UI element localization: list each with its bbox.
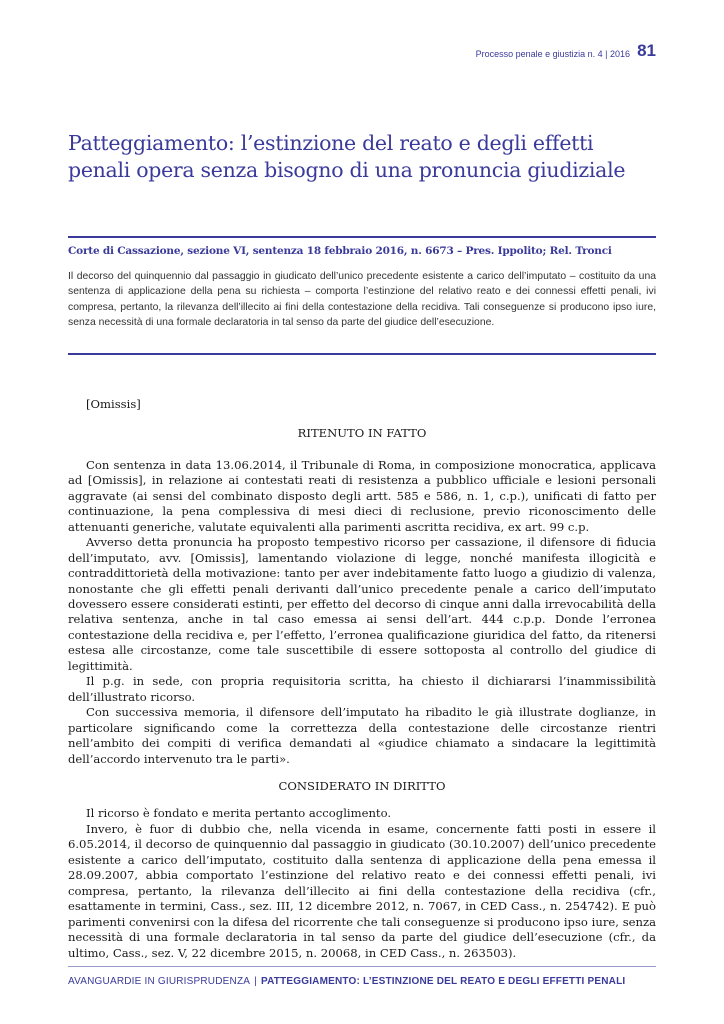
page-number: 81 — [637, 41, 656, 60]
massima-summary: Il decorso del quinquennio dal passaggio in giudicato dell’unico precedente esistente a carico dell’imputato – costituito da una sentenza di applicazione della pena su richiesta – comporta l’estinzione del relativo reato e dei connessi effetti penali, ivi compresa, pertanto, la rilevanza dell’illecito ai fini della contestazione della recidiva. Tali conseguenze si producono ipso iure, senza necessità di una formale declaratoria in tal senso da parte del giudice dell’esecuzione. — [68, 271, 656, 328]
footer-article: PATTEGGIAMENTO: L’ESTINZIONE DEL REATO E DEGLI EFFETTI PENALI — [260, 976, 626, 987]
section-heading-diritto: CONSIDERATO IN DIRITTO — [278, 778, 446, 793]
judgment-body — [68, 397, 656, 961]
article-title: Patteggiamento: l’estinzione del reato e degli effetti penali opera senza bisogno di una pronuncia giudiziale — [68, 131, 626, 182]
footer-section: AVANGUARDIE IN GIURISPRUDENZA — [68, 976, 251, 987]
footer-divider — [68, 966, 656, 967]
divider-top — [68, 236, 656, 238]
journal-issue: Processo penale e giustizia n. 4 | 2016 — [475, 49, 630, 59]
divider-mid — [68, 353, 656, 355]
running-footer — [68, 976, 668, 987]
paragraph-4: Con successiva memoria, il difensore dell’imputato ha ribadito le già illustrate doglianze, in particolare significando come la correttezza della contestazione delle circostanze rientri nell’ambito dei compiti di verifica demandati al «giudice chiamato a sindacare la legittimità dell’accordo intervenuto tra le parti». — [68, 705, 656, 766]
paragraph-1: Con sentenza in data 13.06.2014, il Tribunale di Roma, in composizione monocratica, applicava ad [Omissis], in relazione ai contestati reati di resistenza a pubblico ufficiale e lesioni personali aggravate (ai sensi del combinato disposto degli artt. 585 e 586, n. 1, c.p.), unificati di fatto per continuazione, la pena complessiva di mesi dieci di reclusione, previo riconoscimento delle attenuanti generiche, valutate equivalenti alla parimenti ascritta recidiva, ex art. 99 c.p. — [68, 457, 656, 534]
paragraph-5: Il ricorso è fondato e merita pertanto accoglimento. — [86, 806, 392, 821]
footer-separator: | — [254, 976, 257, 987]
court-reference: Corte di Cassazione, sezione VI, sentenza 18 febbraio 2016, n. 6673 – Pres. Ippolito; Rel. Tronci — [68, 245, 612, 257]
paragraph-3: Il p.g. in sede, con propria requisitoria scritta, ha chiesto il dichiararsi l’inammissibilità dell’illustrato ricorso. — [68, 674, 656, 704]
paragraph-2: Avverso detta pronuncia ha proposto tempestivo ricorso per cassazione, il difensore di fiducia dell’imputato, avv. [Omissis], lamentando violazione di legge, nonché manifesta illogicità e contraddittorietà della motivazione: tanto per aver indebitamente fatto luogo a giudizio di valenza, nonostante che gli effetti penali derivanti dall’unico precedente penale a carico dell’imputato dovessero essere considerati estinti, per effetto del decorso di cinque anni dalla irrevocabilità della relativa sentenza, anche in tal caso emessa ai sensi dell’art. 444 c.p.p. Donde l’erronea contestazione della recidiva e, per l’effetto, l’erronea qualificazione giuridica del fatto, da ritenersi estesa alle circostanze, come tale suscettibile di essere sottoposta al controllo del giudice di legittimità. — [68, 535, 656, 673]
section-heading-fatto: RITENUTO IN FATTO — [297, 426, 427, 441]
paragraph-6: Invero, è fuor di dubbio che, nella vicenda in esame, concernente fatti posti in essere il 6.05.2014, il decorso de quinquennio dal passaggio in giudicato (30.10.2007) dell’unico precedente esistente a carico dell’imputato, costituito dalla sentenza di applicazione della pena emessa il 28.09.2007, abbia comportato l’estinzione del relativo reato e dei connessi effetti penali, ivi compresa, pertanto, la rilevanza dell’illecito ai fini della contestazione della recidiva (cfr., esattamente in termini, Cass., sez. III, 12 dicembre 2012, n. 7067, in CED Cass., n. 254742). E può parimenti convenirsi con la difesa del ricorrente che tali conseguenze si producono ipso iure, senza necessità di una formale declaratoria in tal senso da parte del giudice dell’esecuzione (cfr., da ultimo, Cass., sez. V, 22 dicembre 2015, n. 20068, in CED Cass., n. 263503). — [68, 821, 656, 960]
omissis-marker: [Omissis] — [86, 397, 141, 411]
